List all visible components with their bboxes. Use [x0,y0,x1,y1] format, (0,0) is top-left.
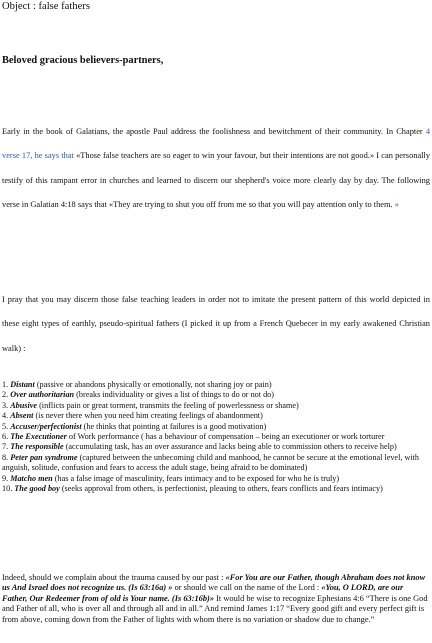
father-types-list [2,380,432,494]
list-item: 3. Abusive (inflicts pain or great torment, transmits the feeling of powerlessness or shame) [2,400,299,410]
closing-paragraph: Indeed, should we complain about the trauma caused by our past : «For You are our Father, though Abraham does not know us And Israel does not recognize us. (Is 63:16a) » or should we call on the name of the Lord : «You, O LORD, are our Father, Our Redeemer from of old is Your name. (Is 63:16b)» It would be wise to recognize Ephesians 4:6 “There is one God and Father of all, who is over all and through all and in all.” And remind James 1:17 “Every good gift and every perfect gift is from above, coming down from the Father of lights with whom there is no variation or shadow due to change.” [2,573,428,624]
list-item: 9. Matcho men (has a false image of masculinity, fears intimacy and to be exposed for who he is truly) [2,473,340,483]
list-item: 2. Over authoritarian (breaks individuality or gives a list of things to do or not do) [2,390,274,400]
scripture-quote: «You, O LORD, are our Father, Our Redeemer from of old is Your name. (Is 63:16b)» [2,583,404,603]
list-item: 5. Accuser/perfectionist (he thinks that pointing at failures is a good motivation) [2,421,267,431]
scripture-quote: «For You are our Father, though Abraham does not know us And Israel does not recognize us. (Is 63:16a) » [2,573,426,593]
paragraph-prayer: I pray that you may discern those false teaching leaders in order not to imitate the present pattern of this world depicted in these eight types of earthly, pseudo-spiritual fathers (I picked it up from a French Quebecer in my early awakened Christian walk) : [2,295,430,353]
greeting-heading: Beloved gracious believers-partners, [2,55,164,66]
closing-quote-mark: » [394,199,399,209]
list-item: 10. The good boy (seeks approval from others, is perfectionist, pleasing to others, fears conflicts and fears intimacy) [2,484,383,494]
scripture-reference: 4 verse 17, he says that [2,127,430,161]
list-item: 1. Distant (passive or abandons physically or emotionally, not sharing joy or pain) [2,380,272,389]
list-item: 4. Absent (is never there when you need him creating feelings of abandonment) [2,411,263,421]
paragraph-text: Early in the book of Galatians, the apostle Paul address the foolishness and bewitchment of their community. In Chapter [2,127,426,136]
list-item: 8. Peter pan syndrome (captured between the unbecoming child and manhood, he cannot be secure at the emotional level, with anguish, solitude, confusion and fears to access the adult stage, being afraid to be dominated) [2,452,419,473]
paragraph-text: «Those false teachers are so eager to win your favour, but their intentions are not good.» I can personally testify of this rampant error in churches and learned to discern our shepherd's voice more clearly day by day. The following verse in Galatian 4:18 says that «They are trying to shut you off from me so that you will pay attention only to them. [2,151,431,209]
paragraph-galatians [2,120,430,217]
list-item: 6. The Executioner of Work performance ( has a behaviour of compensation – being an executioner or work torturer [2,432,385,442]
list-item: 7. The responsible (accumulating task, has an over assurance and lacks being able to commission others to receive help) [2,442,397,452]
subject-line: Object : false fathers [2,1,90,12]
